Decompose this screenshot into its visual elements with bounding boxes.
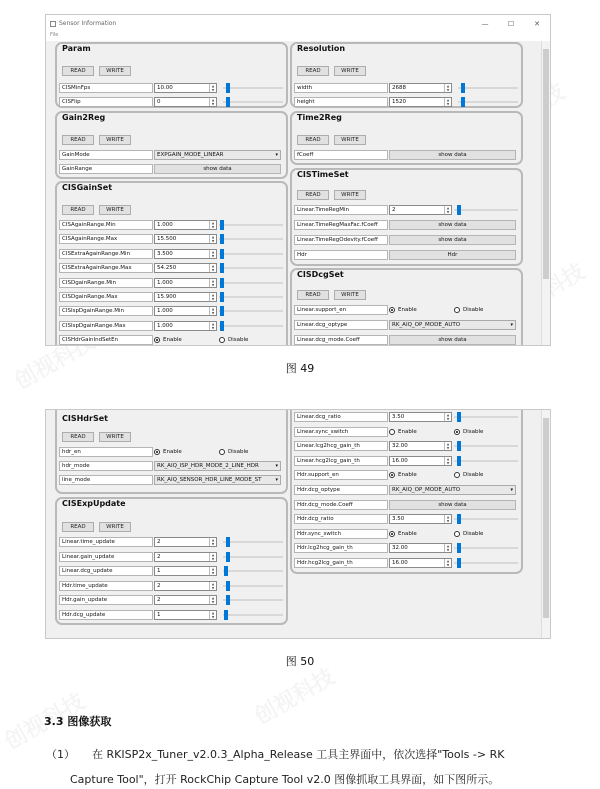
- write-button[interactable]: WRITE: [99, 66, 131, 76]
- minimize-button[interactable]: —: [481, 19, 489, 28]
- group-title: CISGainSet: [62, 183, 113, 192]
- group-title: CISHdrSet: [62, 414, 108, 423]
- write-button[interactable]: WRITE: [334, 290, 366, 300]
- read-button[interactable]: READ: [62, 66, 94, 76]
- enable-radio[interactable]: Enable: [154, 447, 182, 457]
- value-slider[interactable]: [219, 249, 283, 259]
- resolution-group: [290, 42, 523, 108]
- value-input[interactable]: 1 ▲ ▼: [154, 566, 217, 576]
- value-slider[interactable]: [219, 278, 283, 288]
- enable-radio[interactable]: Enable: [389, 529, 417, 539]
- value-slider[interactable]: [223, 566, 283, 576]
- resolution-slider[interactable]: [458, 97, 518, 107]
- chevron-down-icon: ▾: [275, 463, 278, 469]
- hdr-en-label: hdr_en: [59, 447, 153, 457]
- gain-mode-label: GainMode: [59, 150, 153, 160]
- resolution-value-input[interactable]: 2688 ▲ ▼: [389, 83, 452, 93]
- line-mode-select[interactable]: RK_AIQ_SENSOR_HDR_LINE_MODE_ST ▾: [154, 475, 281, 485]
- value-input[interactable]: 1 ▲ ▼: [154, 610, 217, 620]
- field-label: Linear.dcg_update: [59, 566, 153, 576]
- value-slider[interactable]: [219, 263, 283, 273]
- field-label: Hdr.support_en: [294, 470, 388, 480]
- chevron-down-icon: ▾: [275, 152, 278, 158]
- watermark: [248, 660, 340, 731]
- gain-range-label: GainRange: [59, 164, 153, 174]
- value-input[interactable]: 3.50 ▲ ▼: [389, 412, 452, 422]
- read-button[interactable]: READ: [297, 290, 329, 300]
- figure-caption: 图 50: [285, 655, 315, 668]
- value-input[interactable]: 2 ▲ ▼: [154, 595, 217, 605]
- field-label: Linear.lcg2hcg_gain_th: [294, 441, 388, 451]
- value-slider[interactable]: [223, 552, 283, 562]
- field-label: Hdr.dcg_optype: [294, 485, 388, 495]
- field-label: Linear.sync_switch: [294, 427, 388, 437]
- chevron-down-icon: ▾: [275, 477, 278, 483]
- value-input[interactable]: 2 ▲ ▼: [154, 537, 217, 547]
- sensor-info-window-1: [45, 14, 551, 346]
- write-button[interactable]: WRITE: [99, 432, 131, 442]
- hdr-mode-select[interactable]: RK_AIQ_ISP_HDR_MODE_2_LINE_HDR ▾: [154, 461, 281, 471]
- value-input[interactable]: 16.00 ▲ ▼: [389, 456, 452, 466]
- time-reg-min-slider[interactable]: [454, 205, 518, 215]
- vertical-scrollbar[interactable]: [541, 410, 550, 638]
- write-button[interactable]: WRITE: [334, 135, 366, 145]
- read-button[interactable]: READ: [62, 522, 94, 532]
- read-button[interactable]: READ: [62, 205, 94, 215]
- read-button[interactable]: READ: [62, 135, 94, 145]
- cisdcgset-continued-group: [290, 409, 523, 574]
- value-slider[interactable]: [219, 306, 283, 316]
- field-label: Linear.gain_update: [59, 552, 153, 562]
- enable-radio[interactable]: Enable: [389, 305, 417, 315]
- field-label: CISAgainRange.Min: [59, 220, 153, 230]
- hdr-label: Hdr: [294, 250, 388, 260]
- disable-radio[interactable]: Disable: [454, 427, 483, 437]
- value-input[interactable]: 15.900 ▲ ▼: [154, 292, 217, 302]
- value-slider[interactable]: [223, 581, 283, 591]
- window-title: Sensor Information: [59, 20, 117, 27]
- menu-file[interactable]: File: [46, 32, 550, 41]
- section-heading: 3.3 图像获取: [44, 715, 112, 728]
- disable-radio[interactable]: Disable: [454, 529, 483, 539]
- fcoeff-label: fCoeff: [294, 150, 388, 160]
- value-slider[interactable]: [454, 558, 518, 568]
- disable-radio[interactable]: Disable: [219, 335, 248, 345]
- resolution-value-input[interactable]: 1520 ▲ ▼: [389, 97, 452, 107]
- chevron-down-icon: ▾: [510, 487, 513, 493]
- read-button[interactable]: READ: [297, 135, 329, 145]
- enable-radio[interactable]: Enable: [154, 335, 182, 345]
- value-slider[interactable]: [223, 610, 283, 620]
- value-slider[interactable]: [454, 514, 518, 524]
- value-input[interactable]: 16.00 ▲ ▼: [389, 558, 452, 568]
- value-slider[interactable]: [219, 220, 283, 230]
- dcg-optype-select[interactable]: RK_AIQ_OP_MODE_AUTO ▾: [389, 320, 516, 330]
- write-button[interactable]: WRITE: [99, 522, 131, 532]
- value-input[interactable]: 2 ▲ ▼: [154, 552, 217, 562]
- read-button[interactable]: READ: [297, 66, 329, 76]
- group-title: Time2Reg: [297, 113, 342, 122]
- hdr-mode-label: hdr_mode: [59, 461, 153, 471]
- value-slider[interactable]: [454, 441, 518, 451]
- cishdrset-group: [55, 409, 288, 494]
- param-value-input[interactable]: 0 ▲ ▼: [154, 97, 217, 107]
- field-label: CISDgainRange.Min: [59, 278, 153, 288]
- time-reg-max-label: Linear.TimeRegMaxFac.fCoeff: [294, 220, 388, 230]
- param-slider[interactable]: [223, 83, 283, 93]
- param-value-input[interactable]: 10.00 ▲ ▼: [154, 83, 217, 93]
- gain2reg-group: [55, 111, 288, 179]
- read-button[interactable]: READ: [297, 190, 329, 200]
- param-label: CISMinFps: [59, 83, 153, 93]
- group-title: Gain2Reg: [62, 113, 106, 122]
- value-input[interactable]: 1.000 ▲ ▼: [154, 321, 217, 331]
- disable-radio[interactable]: Disable: [454, 470, 483, 480]
- field-label: Hdr.lcg2hcg_gain_th: [294, 543, 388, 553]
- field-label: Hdr.gain_update: [59, 595, 153, 605]
- value-input[interactable]: 1.000 ▲ ▼: [154, 220, 217, 230]
- value-input[interactable]: 1.000 ▲ ▼: [154, 306, 217, 316]
- value-input[interactable]: 2 ▲ ▼: [154, 581, 217, 591]
- cisgainset-group: [55, 181, 288, 346]
- value-input[interactable]: 1.000 ▲ ▼: [154, 278, 217, 288]
- show-data-button[interactable]: show data: [154, 164, 281, 174]
- write-button[interactable]: WRITE: [99, 135, 131, 145]
- paragraph-line-1: 在 RKISP2x_Tuner_v2.0.3_Alpha_Release 工具主界面中，依次选择"Tools -> RK: [92, 748, 505, 761]
- field-label: Linear.dcg_ratio: [294, 412, 388, 422]
- value-input[interactable]: 32.00 ▲ ▼: [389, 441, 452, 451]
- write-button[interactable]: WRITE: [99, 205, 131, 215]
- value-input[interactable]: 54.250 ▲ ▼: [154, 263, 217, 273]
- read-button[interactable]: READ: [62, 432, 94, 442]
- window-titlebar: [46, 15, 550, 32]
- line-mode-label: line_mode: [59, 475, 153, 485]
- value-slider[interactable]: [223, 537, 283, 547]
- param-group: [55, 42, 288, 108]
- resolution-label: height: [294, 97, 388, 107]
- enable-radio[interactable]: Enable: [389, 470, 417, 480]
- param-label: CISFlip: [59, 97, 153, 107]
- field-label: CISExtraAgainRange.Max: [59, 263, 153, 273]
- value-slider[interactable]: [223, 595, 283, 605]
- dcg-mode-coeff-label: Linear.dcg_mode.Coeff: [294, 335, 388, 345]
- field-label: Hdr.hcg2lcg_gain_th: [294, 558, 388, 568]
- optype-select[interactable]: RK_AIQ_OP_MODE_AUTO ▾: [389, 485, 516, 495]
- value-slider[interactable]: [454, 543, 518, 553]
- show-data-button[interactable]: show data: [389, 500, 516, 510]
- cisexpupdate-group: [55, 497, 288, 625]
- field-label: CISIspDgainRange.Min: [59, 306, 153, 316]
- value-slider[interactable]: [219, 292, 283, 302]
- value-input[interactable]: 3.50 ▲ ▼: [389, 514, 452, 524]
- group-title: Param: [62, 44, 91, 53]
- field-label: Hdr.dcg_update: [59, 610, 153, 620]
- show-data-button[interactable]: show data: [389, 235, 516, 245]
- value-input[interactable]: 3.500 ▲ ▼: [154, 249, 217, 259]
- time-reg-min-label: Linear.TimeRegMin: [294, 205, 388, 215]
- value-input[interactable]: 32.00 ▲ ▼: [389, 543, 452, 553]
- paragraph-line-2: Capture Tool"，打开 RockChip Capture Tool v2.0 图像抓取工具界面，如下图所示。: [70, 773, 500, 786]
- field-label: Hdr.dcg_mode.Coeff: [294, 500, 388, 510]
- paragraph-index: （1）: [46, 748, 75, 761]
- write-button[interactable]: WRITE: [334, 66, 366, 76]
- field-label: Linear.time_update: [59, 537, 153, 547]
- resolution-label: width: [294, 83, 388, 93]
- time-reg-odevity-label: Linear.TimeRegOdevity.fCoeff: [294, 235, 388, 245]
- time-reg-min-input[interactable]: 2 ▲ ▼: [389, 205, 452, 215]
- time2reg-group: [290, 111, 523, 165]
- param-slider[interactable]: [223, 97, 283, 107]
- value-slider[interactable]: [454, 456, 518, 466]
- value-slider[interactable]: [219, 321, 283, 331]
- disable-radio[interactable]: Disable: [219, 447, 248, 457]
- group-title: CISTimeSet: [297, 170, 349, 179]
- show-data-button[interactable]: show data: [389, 150, 516, 160]
- cisdcgset-group: [290, 268, 523, 346]
- field-label: CISExtraAgainRange.Min: [59, 249, 153, 259]
- chevron-down-icon: ▾: [510, 322, 513, 328]
- enable-radio[interactable]: Enable: [389, 427, 417, 437]
- maximize-button[interactable]: ☐: [507, 19, 515, 28]
- value-slider[interactable]: [454, 412, 518, 422]
- group-title: CISDcgSet: [297, 270, 344, 279]
- field-label: CISAgainRange.Max: [59, 234, 153, 244]
- field-label: Linear.hcg2lcg_gain_th: [294, 456, 388, 466]
- sensor-info-window-2: [45, 409, 551, 639]
- close-button[interactable]: ✕: [534, 19, 540, 28]
- figure-caption: 图 49: [285, 362, 315, 375]
- field-label: Hdr.dcg_ratio: [294, 514, 388, 524]
- support-en-label: Linear.support_en: [294, 305, 388, 315]
- disable-radio[interactable]: Disable: [454, 305, 483, 315]
- group-title: CISExpUpdate: [62, 499, 126, 508]
- field-label: CISIspDgainRange.Max: [59, 321, 153, 331]
- show-data-button[interactable]: show data: [389, 335, 516, 345]
- hdr-gain-ind-label: CISHdrGainIndSetEn: [59, 335, 153, 345]
- gain-mode-select[interactable]: EXPGAIN_MODE_LINEAR ▾: [154, 150, 281, 160]
- app-icon: [50, 21, 56, 27]
- show-data-button[interactable]: show data: [389, 220, 516, 230]
- field-label: CISDgainRange.Max: [59, 292, 153, 302]
- vertical-scrollbar[interactable]: [541, 41, 550, 345]
- group-title: Resolution: [297, 44, 346, 53]
- write-button[interactable]: WRITE: [334, 190, 366, 200]
- value-slider[interactable]: [219, 234, 283, 244]
- field-label: Hdr.time_update: [59, 581, 153, 591]
- hdr-button[interactable]: Hdr: [389, 250, 516, 260]
- dcg-optype-label: Linear.dcg_optype: [294, 320, 388, 330]
- resolution-slider[interactable]: [458, 83, 518, 93]
- field-label: Hdr.sync_switch: [294, 529, 388, 539]
- value-input[interactable]: 15.500 ▲ ▼: [154, 234, 217, 244]
- cistimeset-group: [290, 168, 523, 266]
